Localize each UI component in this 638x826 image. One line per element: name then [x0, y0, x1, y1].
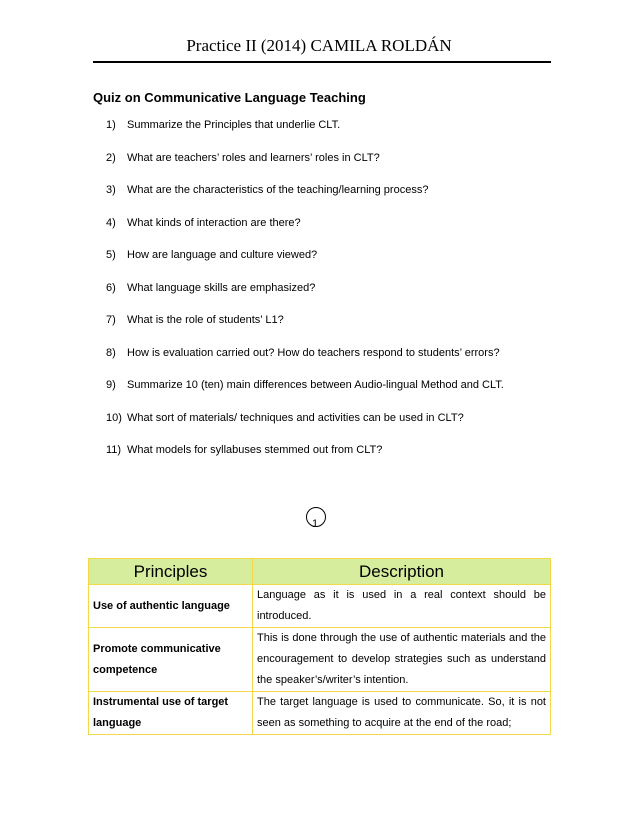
table-row [89, 692, 551, 735]
question-text: What are the characteristics of the teaching/learning process? [127, 184, 429, 196]
question-number: 6) [106, 281, 116, 294]
question-number: 3) [106, 184, 116, 196]
column-header-description: Description [253, 559, 551, 585]
question-number: 9) [106, 379, 116, 391]
question-text: What is the role of students’ L1? [127, 314, 284, 326]
question-text: What language skills are emphasized? [127, 281, 316, 294]
question-item [106, 217, 504, 250]
question-item [106, 412, 504, 445]
principle-cell: Promote communicative competence [89, 628, 253, 692]
page-number: 1 [312, 518, 319, 530]
question-text: How are language and culture viewed? [127, 249, 318, 261]
principles-table [88, 558, 551, 735]
question-item [106, 152, 504, 185]
question-text: What sort of materials/ techniques and activities can be used in CLT? [127, 411, 464, 424]
question-number: 4) [106, 216, 116, 229]
table-header-row [89, 559, 551, 585]
table-row [89, 628, 551, 692]
question-text: What are teachers’ roles and learners’ roles in CLT? [127, 151, 380, 164]
question-item [106, 184, 504, 217]
description-cell: The target language is used to communicate. So, it is not seen as something to acquire at the end of the road; [253, 692, 551, 735]
column-header-principles: Principles [89, 559, 253, 585]
question-number: 7) [106, 314, 116, 326]
question-text: Summarize the Principles that underlie CLT. [127, 119, 341, 131]
question-number: 10) [106, 411, 122, 424]
question-text: What kinds of interaction are there? [127, 216, 301, 229]
page-header-title: Practice II (2014) CAMILA ROLDÁN [186, 36, 452, 55]
question-number: 2) [106, 151, 116, 164]
question-text: What models for syllabuses stemmed out from CLT? [127, 444, 383, 456]
header-divider [93, 61, 551, 63]
question-item [106, 119, 504, 152]
description-cell: This is done through the use of authentic materials and the encouragement to develop strategies such as understand the speaker’s/writer’s intention. [253, 628, 551, 692]
question-item [106, 314, 504, 347]
question-number: 5) [106, 249, 116, 261]
question-item [106, 444, 504, 477]
table-row [89, 585, 551, 628]
question-item [106, 282, 504, 315]
question-number: 11) [106, 444, 122, 456]
question-item [106, 347, 504, 380]
principle-cell: Use of authentic language [89, 585, 253, 628]
quiz-title: Quiz on Communicative Language Teaching [93, 90, 366, 105]
question-number: 1) [106, 119, 116, 131]
question-item [106, 249, 504, 282]
question-number: 8) [106, 346, 116, 359]
description-cell: Language as it is used in a real context should be introduced. [253, 585, 551, 628]
principle-cell: Instrumental use of target language [89, 692, 253, 735]
question-item [106, 379, 504, 412]
question-text: Summarize 10 (ten) main differences between Audio-lingual Method and CLT. [127, 379, 504, 391]
question-list [106, 119, 504, 477]
question-text: How is evaluation carried out? How do teachers respond to students’ errors? [127, 346, 500, 359]
